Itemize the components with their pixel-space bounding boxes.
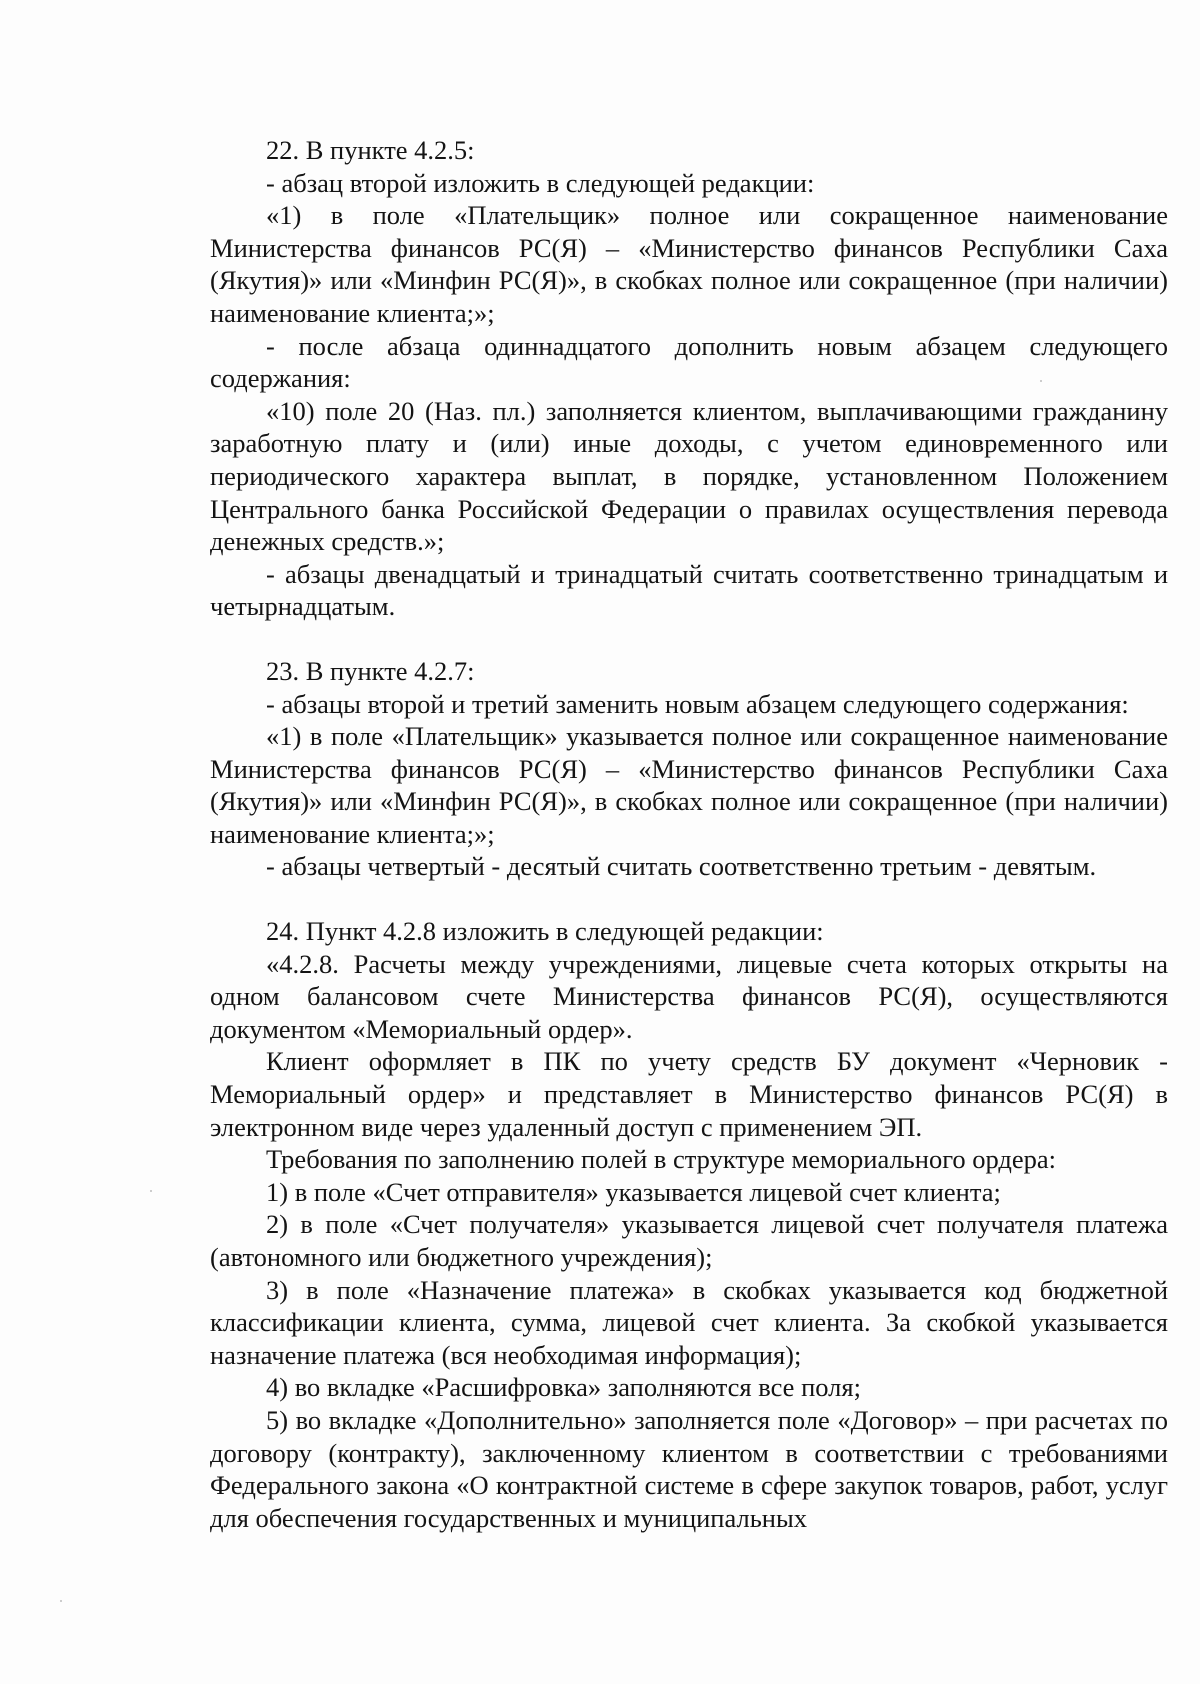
section-23-para-3: - абзацы четвертый - десятый считать соответственно третьим - девятым. xyxy=(266,851,1097,882)
section-24-heading: 24. Пункт 4.2.8 изложить в следующей редакции: xyxy=(266,916,824,947)
section-22-para-1: - абзац второй изложить в следующей редакции: xyxy=(266,167,815,198)
document-body xyxy=(210,134,1168,1534)
section-23-para-1: - абзацы второй и третий заменить новым абзацем следующего содержания: xyxy=(266,688,1129,719)
section-23-heading: 23. В пункте 4.2.7: xyxy=(266,655,475,686)
section-24-para-1: «4.2.8. Расчеты между учреждениями, лицевые счета которых открыты на одном балансовом счете Министерства финансов РС(Я), осуществляются документом «Мемориальный ордер». xyxy=(210,948,1168,1044)
section-24-para-2: Клиент оформляет в ПК по учету средств БУ документ «Черновик - Мемориальный ордер» и представляет в Министерство финансов РС(Я) в электронном виде через удаленный доступ с применением ЭП. xyxy=(210,1046,1168,1142)
section-24-para-6: 3) в поле «Назначение платежа» в скобках указывается код бюджетной классификации клиента, сумма, лицевой счет клиента. За скобкой указывается назначение платежа (вся необходимая информация); xyxy=(210,1274,1168,1370)
section-23-para-2: «1) в поле «Плательщик» указывается полное или сокращенное наименование Министерства финансов РС(Я) – «Министерство финансов Республики Саха (Якутия)» или «Минфин РС(Я)», в скобках полное или сокращенное (при наличии) наименование клиента;»; xyxy=(210,721,1168,849)
section-spacer xyxy=(210,623,1168,655)
section-24-para-8: 5) во вкладке «Дополнительно» заполняется поле «Договор» – при расчетах по договору (контракту), заключенному клиентом в соответствии с требованиями Федерального закона «О контрактной системе в сфере закупок товаров, работ, услуг для обеспечения государственных и муниципальных xyxy=(210,1404,1168,1533)
section-22-para-3: - после абзаца одиннадцатого дополнить новым абзацем следующего содержания: xyxy=(210,330,1168,394)
section-24-para-3: Требования по заполнению полей в структуре мемориального ордера: xyxy=(266,1144,1057,1175)
section-22-para-5: - абзацы двенадцатый и тринадцатый считать соответственно тринадцатым и четырнадцатым. xyxy=(210,558,1168,622)
section-22-heading: 22. В пункте 4.2.5: xyxy=(266,135,475,165)
section-22-para-2: «1) в поле «Плательщик» полное или сокращенное наименование Министерства финансов РС(Я) – «Министерство финансов Республики Саха (Якутия)» или «Минфин РС(Я)», в скобках полное или сокращенное (при наличии) наименование клиента;»; xyxy=(210,200,1168,328)
section-22-para-4: «10) поле 20 (Наз. пл.) заполняется клиентом, выплачивающими гражданину заработную плату и (или) иные доходы, с учетом единовременного или периодического характера выплат, в порядке, установленном Положением Центрального банка Российской Федерации о правилах осуществления перевода денежных средств.»; xyxy=(210,395,1168,557)
section-24-para-4: 1) в поле «Счет отправителя» указывается лицевой счет клиента; xyxy=(266,1176,1001,1207)
scan-speck xyxy=(60,1600,62,1602)
scan-speck xyxy=(150,1190,152,1192)
section-24-para-7: 4) во вкладке «Расшифровка» заполняются все поля; xyxy=(266,1372,861,1403)
section-24-para-5: 2) в поле «Счет получателя» указывается лицевой счет получателя платежа (автономного или бюджетного учреждения); xyxy=(210,1209,1168,1272)
section-spacer xyxy=(210,883,1168,915)
